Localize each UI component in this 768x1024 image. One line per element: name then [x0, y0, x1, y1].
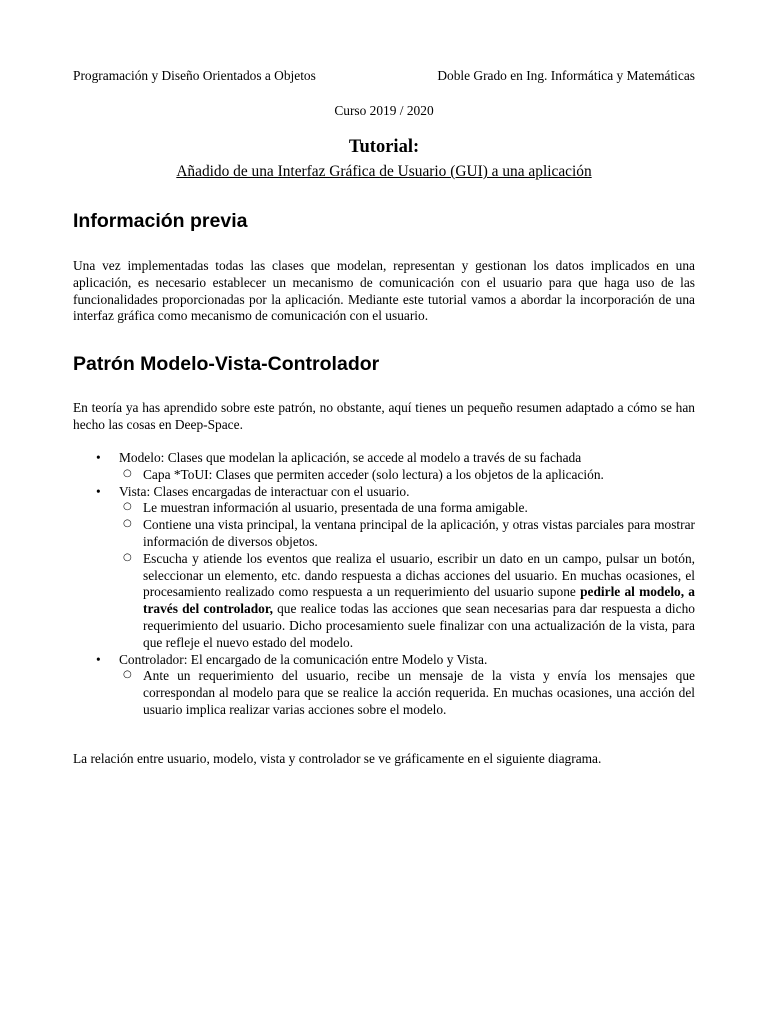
sub-list-item-text: Le muestran información al usuario, presentada de una forma amigable. — [143, 500, 528, 516]
heading-informacion-previa: Información previa — [73, 210, 248, 232]
circle-bullet-icon: ○ — [123, 669, 132, 681]
sub-list-item — [119, 668, 695, 718]
bullet-icon: • — [96, 450, 101, 465]
bullet-icon: • — [96, 651, 101, 667]
sub-list-item — [119, 467, 695, 484]
document-header — [73, 68, 695, 85]
sub-list-vista — [119, 500, 695, 651]
tutorial-title: Tutorial: — [348, 137, 420, 157]
circle-bullet-icon: ○ — [123, 518, 132, 530]
course-year: Curso 2019 / 2020 — [334, 103, 434, 118]
tutorial-subtitle: Añadido de una Interfaz Gráfica de Usuario (GUI) a una aplicación — [176, 163, 592, 180]
bullet-icon: • — [96, 483, 101, 499]
list-item-text: Vista: Clases encargadas de interactuar con el usuario. — [119, 483, 410, 499]
paragraph-diagram-intro: La relación entre usuario, modelo, vista y controlador se ve gráficamente en el siguiente diagrama. — [73, 751, 602, 766]
header-subject: Programación y Diseño Orientados a Objetos — [73, 68, 316, 83]
mvc-bullet-list — [73, 450, 695, 719]
sub-list-item — [119, 517, 695, 551]
sub-list-item-text: Ante un requerimiento del usuario, recibe un mensaje de la vista y envía los mensajes que correspondan al modelo para que se realice la acción requerida. En muchas ocasiones, una acción del usuario implica realizar varias acciones sobre el modelo. — [143, 668, 695, 717]
circle-bullet-icon: ○ — [123, 501, 132, 513]
sub-list-item-text: Capa *ToUI: Clases que permiten acceder (solo lectura) a los objetos de la aplicación. — [143, 466, 604, 482]
text-run: que realice todas las acciones que sean necesarias para dar respuesta a dicho requerimiento del usuario. Dicho procesamiento suele finalizar con una actualización de la vista, para que refleje el nuevo estado del modelo. — [143, 601, 695, 650]
sub-list-controlador — [119, 668, 695, 718]
sub-list-item — [119, 500, 695, 517]
paragraph-informacion-previa: Una vez implementadas todas las clases que modelan, representan y gestionan los datos implicados en una aplicación, es necesario establecer un mecanismo de comunicación con el usuario para que haga uso de las funcionalidades proporcionadas por la aplicación. Mediante este tutorial vamos a abordar la incorporación de una interfaz gráfica como mecanismo de comunicación con el usuario. — [73, 258, 695, 324]
sub-list-item-text: Contiene una vista principal, la ventana principal de la aplicación, y otras vistas parciales para mostrar información de diversos objetos. — [143, 517, 695, 549]
sub-list-modelo — [119, 467, 695, 484]
list-item-controlador — [73, 652, 695, 719]
list-item-modelo — [73, 450, 695, 484]
sub-list-item-text — [143, 551, 695, 650]
heading-patron-mvc: Patrón Modelo-Vista-Controlador — [73, 353, 380, 375]
list-item-text: Controlador: El encargado de la comunicación entre Modelo y Vista. — [119, 651, 488, 667]
circle-bullet-icon: ○ — [123, 467, 132, 479]
paragraph-mvc-intro: En teoría ya has aprendido sobre este patrón, no obstante, aquí tienes un pequeño resumen adaptado a cómo se han hecho las cosas en Deep-Space. — [73, 400, 695, 432]
list-item-text: Modelo: Clases que modelan la aplicación, se accede al modelo a través de su fachada — [119, 450, 582, 465]
text-run: Escucha y atiende los eventos que realiza el usuario, escribir un dato en un campo, pulsar un botón, seleccionar un elemento, etc. dando respuesta a dichas acciones del usuario. En muchas ocasiones, el procesamiento realizado como respuesta a un requerimiento del usuario supone — [143, 550, 695, 600]
header-degree: Doble Grado en Ing. Informática y Matemáticas — [437, 68, 695, 83]
list-item-vista — [73, 484, 695, 652]
sub-list-item — [119, 551, 695, 652]
bold-text-run: pedirle al modelo, a través del controlador, — [143, 584, 695, 617]
circle-bullet-icon: ○ — [123, 551, 132, 563]
